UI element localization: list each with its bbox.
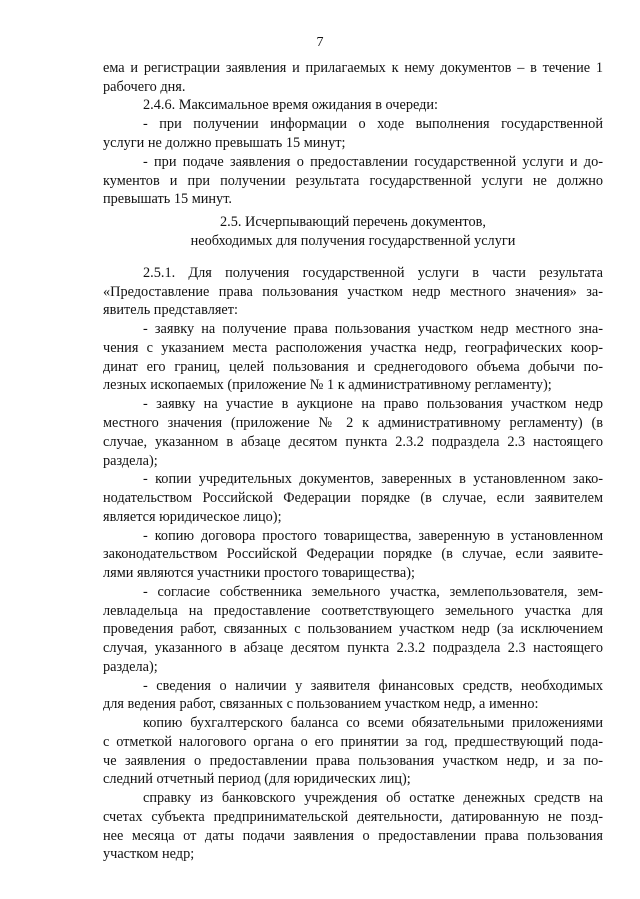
text-line: справку из банковского учреждения об остатке денежных средств на <box>143 790 603 806</box>
text-line: динат его границ, целей пользования и среднегодового объема добычи по- <box>103 359 603 375</box>
text-line: явитель представляет: <box>103 302 238 318</box>
text-line: превышать 15 минут. <box>103 191 232 207</box>
section-heading: 2.5. Исчерпывающий перечень документов, <box>220 214 486 230</box>
text-line: для ведения работ, связанных с пользованием участком недр, а именно: <box>103 696 539 712</box>
text-line: является юридическое лицо); <box>103 509 282 525</box>
text-line: раздела); <box>103 453 158 469</box>
text-line: - согласие собственника земельного участка, землепользователя, зем- <box>143 584 603 600</box>
text-line: нее месяца от даты подачи заявления о предоставлении права пользования <box>103 828 603 844</box>
text-line: рабочего дня. <box>103 79 186 95</box>
text-line: - заявку на участие в аукционе на право пользования участком недр <box>143 396 603 412</box>
text-line: - при подаче заявления о предоставлении государственной услуги и до- <box>143 154 603 170</box>
text-line: проведения работ, связанных с пользованием участком недр (за исключением <box>103 621 603 637</box>
text-line: нодательством Российской Федерации порядке (в случае, если заявителем <box>103 490 603 506</box>
text-line: - сведения о наличии у заявителя финансовых средств, необходимых <box>143 678 603 694</box>
text-line: 2.4.6. Максимальное время ожидания в очереди: <box>143 97 439 113</box>
text-line: «Предоставление права пользования участком недр местного значения» за- <box>103 284 603 300</box>
text-line: копию бухгалтерского баланса со всеми обязательными приложениями <box>143 715 603 731</box>
text-line: - копию договора простого товарищества, заверенную в установленном <box>143 528 603 544</box>
text-line: случая, указанного в абзаце десятом пункта 2.3.2 подраздела 2.3 настоящего <box>103 640 603 656</box>
text-line: лезных ископаемых (приложение № 1 к административному регламенту); <box>103 377 552 393</box>
text-line: с отметкой налогового органа о его принятии за год, предшествующий пода- <box>103 734 603 750</box>
page-number: 7 <box>316 35 324 50</box>
text-line: чения с указанием места расположения участка недр, географических коор- <box>103 340 603 356</box>
text-line: - заявку на получение права пользования участком недр местного зна- <box>143 321 603 337</box>
text-line: законодательством Российской Федерации порядке (в случае, если заявите- <box>103 546 603 562</box>
text-line: че заявления о предоставлении права пользования участком недр, и за по- <box>103 753 603 769</box>
text-line: счетах субъекта предпринимательской деятельности, датированную не позд- <box>103 809 603 825</box>
text-line: кументов и при получении результата государственной услуги не должно <box>103 173 603 189</box>
text-line: ема и регистрации заявления и прилагаемых к нему документов – в течение 1 <box>103 60 603 76</box>
text-line: левладельца на предоставление соответствующего земельного участка для <box>103 603 603 619</box>
text-line: следний отчетный период (для юридических лиц); <box>103 771 411 787</box>
text-line: - копии учредительных документов, заверенных в установленном зако- <box>143 471 603 487</box>
text-line: случае, указанном в абзаце десятом пункта 2.3.2 подраздела 2.3 настоящего <box>103 434 603 450</box>
text-line: раздела); <box>103 659 158 675</box>
text-line: лями являются участники простого товарищества); <box>103 565 415 581</box>
text-line: 2.5.1. Для получения государственной услуги в части результата <box>143 265 603 281</box>
section-heading: необходимых для получения государственной услуги <box>190 233 516 249</box>
text-line: - при получении информации о ходе выполнения государственной <box>143 116 603 132</box>
text-line: участком недр; <box>103 846 195 862</box>
text-line: услуги не должно превышать 15 минут; <box>103 135 346 151</box>
text-line: местного значения (приложение № 2 к административному регламенту) (в <box>103 415 603 431</box>
